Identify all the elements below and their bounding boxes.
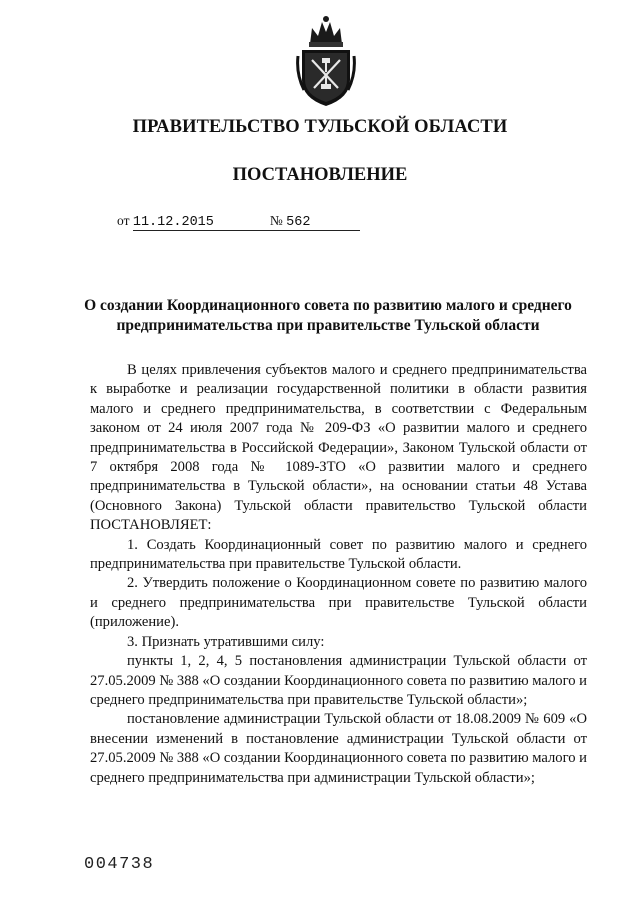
government-title: ПРАВИТЕЛЬСТВО ТУЛЬСКОЙ ОБЛАСТИ: [132, 117, 508, 137]
dateline: [117, 213, 360, 231]
clause-3-paragraph: 3. Признать утратившими силу:: [127, 633, 325, 650]
clause-1-paragraph: 1. Создать Координационный совет по развитию малого и среднего предпринимательства при правительстве Тульской области.: [90, 536, 587, 573]
clause-3-item-1: пункты 1, 2, 4, 5 постановления администрации Тульской области от 27.05.2009 № 388 «О создании Координационного совета по развитию малого и среднего предпринимательства при правительстве Тульской области»;: [90, 653, 587, 708]
clause-3-item-2: постановление администрации Тульской области от 18.08.2009 № 609 «О внесении изменений в постановление администрации Тульской области от 27.05.2009 № 388 «О создании Координационного совета по развитию малого и среднего предпринимательства при администрации Тульской области»;: [90, 711, 587, 786]
number-field: [270, 214, 360, 231]
date-value: 11.12.2015: [132, 215, 214, 230]
date-field: [133, 214, 270, 231]
number-value: 562: [286, 215, 311, 230]
document-subject: [80, 296, 576, 336]
subject-line-1: О создании Координационного совета по развитию малого и среднего: [84, 297, 572, 314]
serial-number-stamp: 004738: [84, 855, 155, 874]
document-body: [90, 361, 587, 788]
number-prefix: №: [269, 213, 283, 228]
preamble-paragraph: В целях привлечения субъектов малого и среднего предпринимательства к выработке и реализации государственной политики в области развития малого и среднего предпринимательства, в соответствии с Федеральным законом от 24 июля 2007 года № 209-ФЗ «О развитии малого и среднего предпринимательства в Российской Федерации», Законом Тульской области от 7 октября 2008 года № 1089-ЗТО «О развитии малого и среднего предпринимательства в Тульской области», на основании статьи 48 Устава (Основного Закона) Тульской области правительство Тульской области ПОСТАНОВЛЯЕТ:: [90, 362, 587, 534]
document-type: ПОСТАНОВЛЕНИЕ: [232, 165, 408, 185]
subject-line-2: предпринимательства при правительстве Тульской области: [116, 317, 540, 334]
tula-coat-of-arms-icon: [296, 14, 356, 108]
clause-2-paragraph: 2. Утвердить положение о Координационном совете по развитию малого и среднего предпринимательства при правительстве Тульской области (приложение).: [90, 575, 587, 631]
date-prefix: от: [117, 213, 130, 228]
